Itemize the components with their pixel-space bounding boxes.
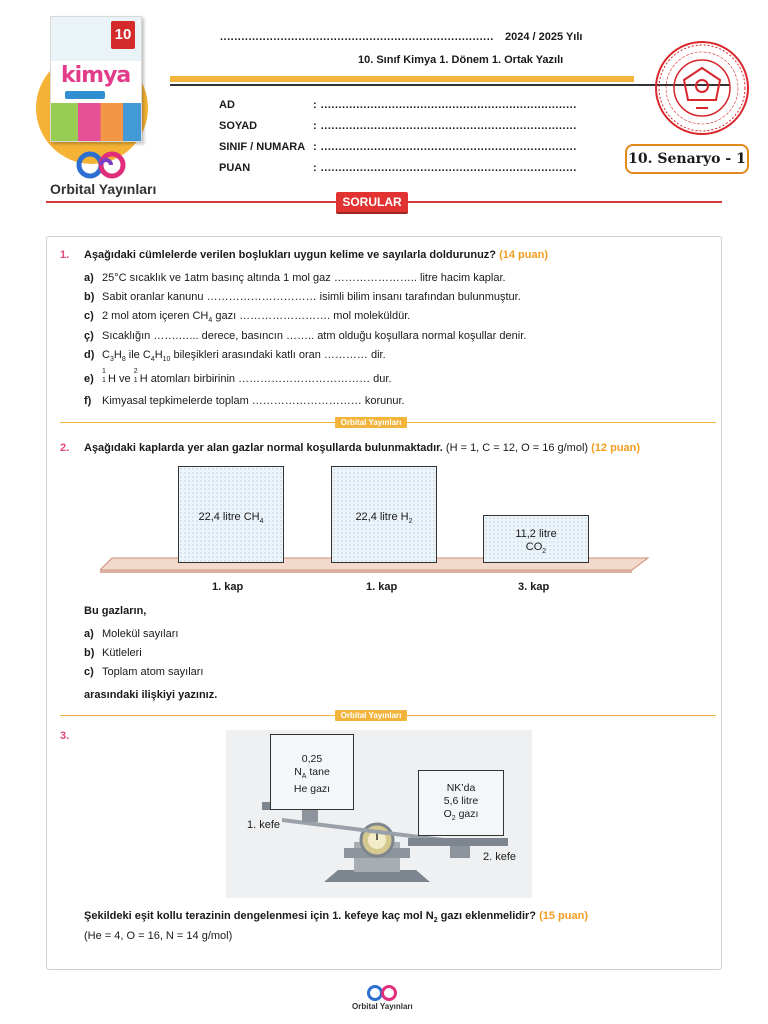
q1-item-d-s2: 8 [121,356,126,364]
q1-item-a-text: 25°C sıcaklık ve 1atm basınç altında 1 mol gaz ………………….. litre hacim kaplar. [102,272,506,284]
o2-box-o: O [443,808,452,820]
field-label-sinif: SINIF / NUMARA [219,141,306,153]
field-blank-sinif[interactable]: : ........................................................................ [313,141,577,153]
q1-item-c [84,310,410,324]
o2-gas-box [418,770,504,836]
q1-item-e-nuclide-1 [102,368,108,384]
o2-box-gaz: gazı [455,808,479,820]
q1-item-d-h2: H [154,349,163,361]
field-blank-puan[interactable]: : ........................................................................ [313,162,577,174]
question-1-points: (14 puan) [499,249,548,261]
q1-item-d-h: H [113,349,122,361]
q1-item-e-h1: H ve [108,373,134,385]
q1-item-e-sup1: 1 [102,368,106,375]
q2-item-b [84,647,142,659]
school-year: 2024 / 2025 Yılı [505,31,583,43]
question-3-text [84,910,588,924]
o2-box-line2: 5,6 litre [443,795,479,807]
q1-item-c-letter: c) [84,310,94,322]
gas-box-3-line2 [484,541,588,558]
header-divider [170,84,730,86]
q2-item-c-letter: c) [84,666,94,678]
gas-box-2-label: 22,4 litre H [355,511,409,523]
q1-item-d-post: bileşikleri arasındaki katlı oran ………… dir. [170,349,386,361]
footer-publisher-name: Orbital Yayınları [352,1002,413,1011]
field-blank-ad[interactable]: : ........................................................................ [313,99,577,111]
q1-item-a-letter: a) [84,272,94,284]
field-label-ad: AD [219,99,235,111]
gas-box-3 [483,515,589,563]
q2-item-a-text: Molekül sayıları [102,628,179,640]
question-3-points: (15 puan) [539,910,588,922]
q1-item-d-s1: 3 [109,356,114,364]
section-label-sorular: SORULAR [336,192,408,212]
he-box-line3: He gazı [293,783,331,796]
book-title: kimya [61,63,131,88]
o2-box-line3 [419,808,503,825]
footer-logo-icon [364,984,404,1002]
q1-item-f [84,395,405,407]
q1-item-c-sub: 4 [208,317,213,325]
q1-item-e-nuclide-2 [133,368,140,384]
school-name-blank: ............................................................................. [220,31,494,43]
q1-item-e-post: H atomları birbirinin ……………………………… dur. [139,373,392,385]
q1-item-e-sup2: 2 [133,368,138,375]
gas-box-1 [178,466,284,563]
separator-1-label: Orbital Yayınları [335,417,407,428]
question-2-lead: Bu gazların, [84,605,147,617]
gas-box-3-formula: CO [525,541,543,553]
o2-box-line1: NK’da [446,782,476,794]
gas-box-1-sub: 4 [259,518,264,526]
question-1-number: 1. [60,249,70,261]
question-3-prompt-sub: 2 [433,917,438,925]
question-2-number: 2. [60,442,70,454]
book-subtitle-band [65,91,105,99]
q1-item-c-pre: 2 mol atom içeren CH [102,310,209,322]
q2-item-a [84,628,178,640]
gas-box-3-caption: 3. kap [518,581,550,593]
gas-box-2-caption: 1. kap [366,581,398,593]
scenario-badge: 10. Senaryo - 1 [625,144,749,174]
gas-box-1-caption: 1. kap [212,581,244,593]
q1-item-d-s3: 4 [150,356,155,364]
question-1-prompt: Aşağıdaki cümlelerde verilen boşlukları uygun kelime ve sayılarla doldurunuz? [84,249,497,261]
ministry-seal-icon [654,40,750,136]
question-3-prompt-pre: Şekildeki eşit kollu terazinin dengelenmesi için 1. kefeye kaç mol N [84,910,434,922]
q1-item-d-c: C [102,349,110,361]
question-3-constants: (He = 4, O = 16, N = 14 g/mol) [84,930,233,942]
o2-box-osub: 2 [451,815,456,823]
q1-item-d-s4: 10 [162,356,171,364]
q2-item-c [84,666,203,678]
exam-title: 10. Sınıf Kimya 1. Dönem 1. Ortak Yazılı [358,54,564,66]
question-1-text [84,249,548,261]
q1-item-d-letter: d) [84,349,95,361]
q1-item-d [84,349,386,363]
gas-box-2 [331,466,437,563]
publisher-name: Orbital Yayınları [50,181,157,197]
q2-item-c-text: Toplam atom sayıları [102,666,204,678]
question-2-closing: arasındaki ilişkiyi yazınız. [84,689,218,701]
q2-item-a-letter: a) [84,628,94,640]
question-2-text [84,442,640,454]
q2-item-b-letter: b) [84,647,95,659]
q1-item-b-letter: b) [84,291,95,303]
gas-box-3-sub: 2 [542,548,547,556]
question-2-points: (12 puan) [591,442,641,454]
publisher-logo-icon [72,150,136,180]
q1-item-f-text: Kimyasal tepkimelerde toplam ………………………… korunur. [102,395,405,407]
q1-item-cc-letter: ç) [84,330,94,342]
q1-item-e-sub2: 1 [133,377,138,384]
q1-item-f-letter: f) [84,395,92,407]
q2-item-b-text: Kütleleri [102,647,142,659]
q1-item-e-sub1: 1 [102,377,106,384]
field-label-puan: PUAN [219,162,251,174]
question-2-constants: (H = 1, C = 12, O = 16 g/mol) [445,442,589,454]
q1-item-cc [84,330,526,342]
q1-item-e-letter: e) [84,373,94,385]
header-orange-bar [170,76,634,82]
he-box-tane: tane [306,766,330,778]
gas-box-1-label: 22,4 litre CH [198,511,260,523]
left-pan-label: 1. kefe [247,819,281,831]
he-box-line2 [271,766,353,783]
book-grade-badge: 10 [111,21,135,49]
book-cover-image [50,16,142,142]
he-box-nsub: A [301,773,307,781]
question-3-prompt-post: gazı eklenmelidir? [437,910,537,922]
q1-item-b [84,291,521,303]
q1-item-b-text: Sabit oranlar kanunu ………………………… isimli bilim insanı tarafından bulunmuştur. [102,291,521,303]
q1-item-a [84,272,506,284]
field-blank-soyad[interactable]: : ........................................................................ [313,120,577,132]
question-3-number: 3. [60,730,70,742]
he-box-n: N [294,766,302,778]
q1-item-cc-text: Sıcaklığın …….…... derece, basıncın …….. atm olduğu koşullara normal koşullar denir. [102,330,527,342]
q1-item-c-post: gazı ……………………. mol moleküldür. [212,310,411,322]
he-gas-box [270,734,354,810]
q1-item-d-mid: ile C [125,349,151,361]
separator-2-label: Orbital Yayınları [335,710,407,721]
right-pan-label: 2. kefe [483,851,517,863]
field-label-soyad: SOYAD [219,120,258,132]
book-color-band [51,103,141,142]
gas-box-2-sub: 2 [408,518,413,526]
gas-box-3-line1: 11,2 litre [515,528,557,540]
q1-item-e [84,368,392,385]
he-box-line1: 0,25 [301,753,323,765]
question-2-prompt: Aşağıdaki kaplarda yer alan gazlar normal koşullarda bulunmaktadır. [84,442,443,454]
